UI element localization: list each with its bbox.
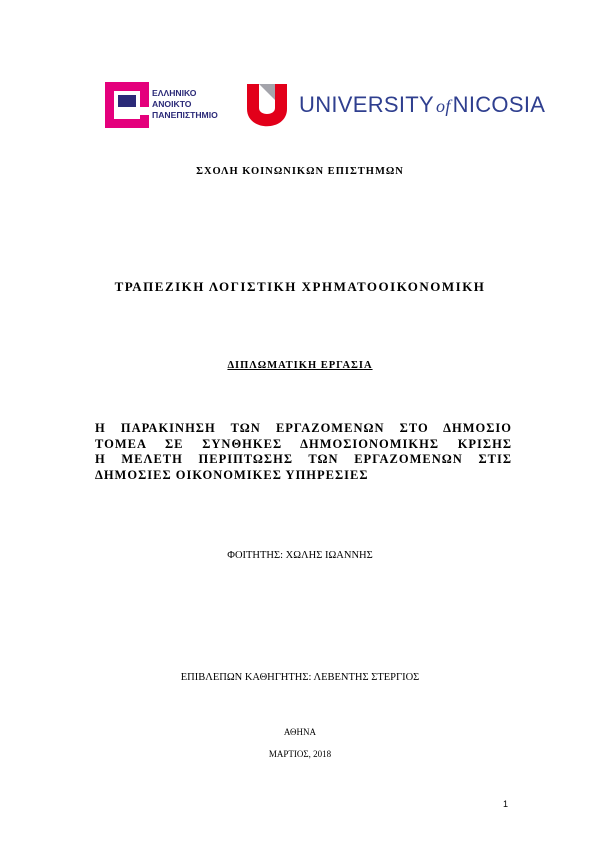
eap-logo-text xyxy=(152,88,218,121)
eap-line-1: ΕΛΛΗΝΙΚΟ xyxy=(152,88,197,98)
student-name: ΦΟΙΤΗΤΗΣ: ΧΩΛΗΣ ΙΩΑΝΝΗΣ xyxy=(227,550,373,561)
date: ΜΑΡΤΙΟΣ, 2018 xyxy=(268,749,332,759)
unic-university: UNIVERSITY xyxy=(299,92,435,117)
logos-header xyxy=(105,80,546,134)
city: ΑΘΗΝΑ xyxy=(283,727,317,737)
eap-line-3: ΠΑΝΕΠΙΣΤΗΜΙΟ xyxy=(152,110,218,120)
title-line-2: ΤΟΜΕΑ ΣΕ ΣΥΝΘΗΚΕΣ ΔΗΜΟΣΙΟΝΟΜΙΚΗΣ ΚΡΙΣΗΣ xyxy=(95,436,512,451)
thesis-label: ΔΙΠΛΩΜΑΤΙΚΗ ΕΡΓΑΣΙΑ xyxy=(227,360,373,371)
title-line-1: Η ΠΑΡΑΚΙΝΗΣΗ ΤΩΝ ΕΡΓΑΖΟΜΕΝΩΝ ΣΤΟ ΔΗΜΟΣΙΟ xyxy=(95,421,512,435)
title-line-4: ΔΗΜΟΣΙΕΣ ΟΙΚΟΝΟΜΙΚΕΣ ΥΠΗΡΕΣΙΕΣ xyxy=(95,467,369,482)
program-name: ΤΡΑΠΕΖΙΚΗ ΛΟΓΙΣΤΙΚΗ ΧΡΗΜΑΤΟΟΙΚΟΝΟΜΙΚΗ xyxy=(114,279,486,294)
unic-nicosia: NICOSIA xyxy=(452,92,546,117)
title-line-3: Η ΜΕΛΕΤΗ ΠΕΡΙΠΤΩΣΗΣ ΤΩΝ ΕΡΓΑΖΟΜΕΝΩΝ ΣΤΙΣ xyxy=(95,452,512,466)
school-name: ΣΧΟΛΗ ΚΟΙΝΩΝΙΚΩΝ ΕΠΙΣΤΗΜΩΝ xyxy=(196,166,404,177)
unic-of: of xyxy=(436,96,451,116)
eap-logo-mark xyxy=(105,80,149,130)
unic-wordmark xyxy=(299,92,545,118)
supervisor-name: ΕΠΙΒΛΕΠΩΝ ΚΑΘΗΓΗΤΗΣ: ΛΕΒΕΝΤΗΣ ΣΤΕΡΓΙΟΣ xyxy=(180,672,420,683)
unic-shield-icon xyxy=(245,82,289,130)
page-number: 1 xyxy=(503,799,509,809)
thesis-title xyxy=(95,421,512,483)
eap-line-2: ΑΝΟΙΚΤΟ xyxy=(152,99,192,109)
